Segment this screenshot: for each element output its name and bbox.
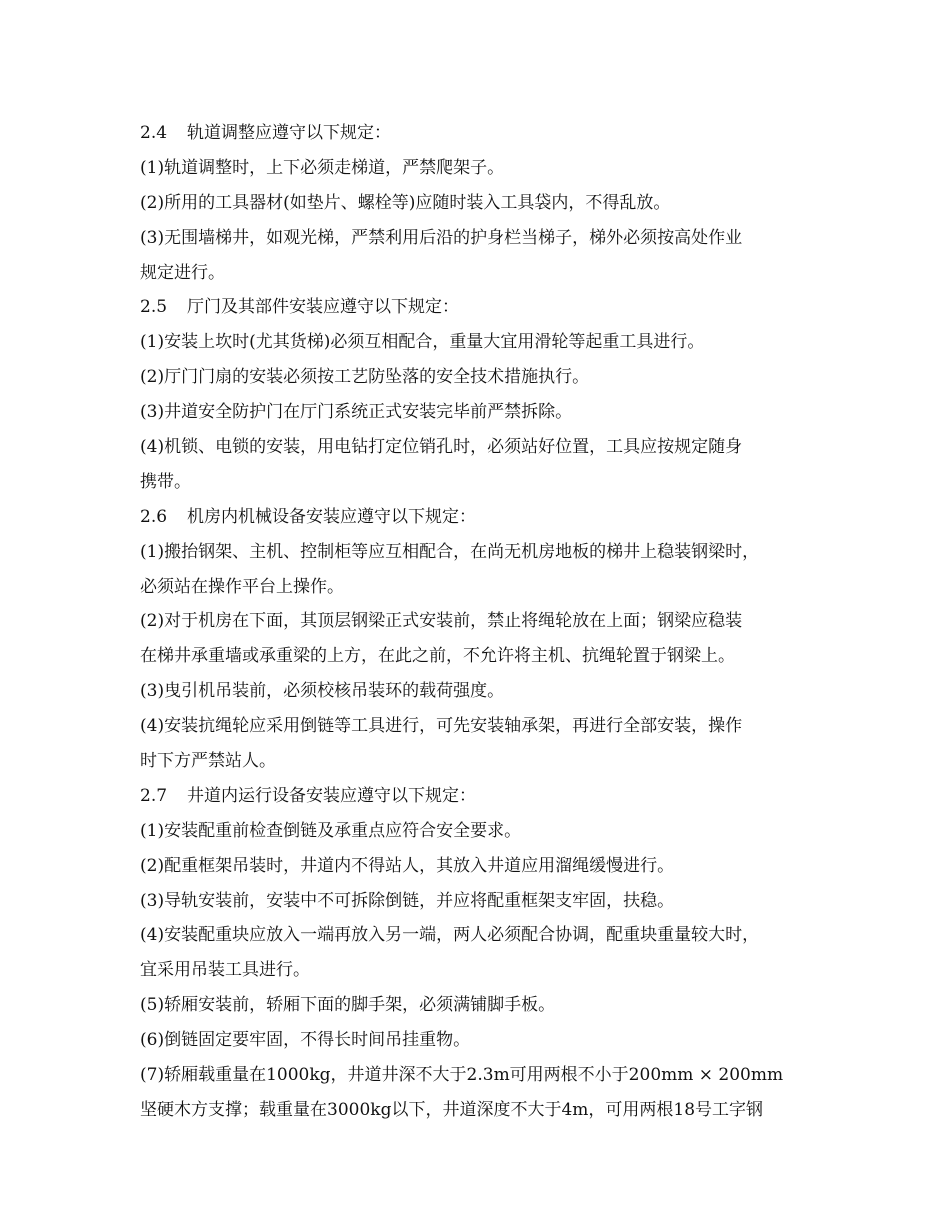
paragraph-line: 宜采用吊装工具进行。 (140, 960, 310, 981)
paragraph-line: 必须站在操作平台上操作。 (140, 576, 344, 597)
paragraph-line: 在梯井承重墙或承重梁的上方，在此之前，不允许将主机、抗绳轮置于钢梁上。 (140, 646, 735, 667)
document-body (140, 116, 830, 1128)
paragraph-line: (1)轨道调整时，上下必须走梯道，严禁爬架子。 (140, 157, 505, 178)
paragraph-line: (6)倒链固定要牢固，不得长时间吊挂重物。 (140, 1030, 471, 1051)
paragraph-line: (3)无围墙梯井，如观光梯，严禁利用后沿的护身栏当梯子，梯外必须按高处作业 (140, 227, 743, 248)
paragraph-line: (3)导轨安装前，安装中不可拆除倒链，并应将配重框架支牢固，扶稳。 (140, 890, 675, 911)
section-title: 机房内机械设备安装应遵守以下规定： (187, 506, 476, 527)
section-title: 厅门及其部件安装应遵守以下规定： (187, 297, 459, 318)
paragraph-line: 时下方严禁站人。 (140, 751, 276, 772)
paragraph-line: 坚硬木方支撑；载重量在3000kg以下，井道深度不大于4m，可用两根18号工字钢 (140, 1099, 764, 1120)
paragraph-line: 规定进行。 (140, 262, 225, 283)
section-title: 轨道调整应遵守以下规定： (187, 123, 391, 143)
paragraph-line: (1)安装上坎时(尤其货梯)必须互相配合，重量大宜用滑轮等起重工具进行。 (140, 332, 705, 353)
paragraph-line: (1)安装配重前检查倒链及承重点应符合安全要求。 (140, 820, 522, 841)
paragraph-line: (3)曳引机吊装前，必须校核吊装环的载荷强度。 (140, 681, 505, 702)
section-number: 2.4 (140, 123, 168, 143)
paragraph-line: (4)机锁、电锁的安装，用电钻打定位销孔时，必须站好位置，工具应按规定随身 (140, 437, 743, 458)
section-heading (140, 116, 830, 151)
paragraph-line: (5)轿厢安装前，轿厢下面的脚手架，必须满铺脚手板。 (140, 995, 556, 1016)
paragraph-line: (2)所用的工具器材(如垫片、螺栓等)应随时装入工具袋内，不得乱放。 (140, 192, 671, 213)
section-heading (140, 779, 830, 814)
section-heading (140, 500, 830, 535)
paragraph-line: (2)厅门门扇的安装必须按工艺防坠落的安全技术措施执行。 (140, 367, 590, 388)
paragraph-line: (3)井道安全防护门在厅门系统正式安装完毕前严禁拆除。 (140, 402, 573, 423)
paragraph-line: (1)搬抬钢架、主机、控制柜等应互相配合，在尚无机房地板的梯井上稳装钢梁时， (140, 541, 760, 562)
paragraph-line: 携带。 (140, 471, 191, 492)
paragraph-line: (4)安装抗绳轮应采用倒链等工具进行，可先安装轴承架，再进行全部安装，操作 (140, 716, 743, 737)
section-number: 2.6 (140, 506, 168, 527)
section-number: 2.5 (140, 297, 168, 318)
paragraph-line: (4)安装配重块应放入一端再放入另一端，两人必须配合协调，配重块重量较大时， (140, 925, 760, 946)
paragraph-line: (2)配重框架吊装时，井道内不得站人，其放入井道应用溜绳缓慢进行。 (140, 855, 675, 876)
paragraph-line: (2)对于机房在下面，其顶层钢梁正式安装前，禁止将绳轮放在上面；钢梁应稳装 (140, 611, 743, 632)
paragraph-line: (7)轿厢载重量在1000kg，井道井深不大于2.3m可用两根不小于200mm × 200mm (140, 1065, 784, 1086)
section-number: 2.7 (140, 785, 168, 806)
section-title: 井道内运行设备安装应遵守以下规定： (187, 785, 476, 806)
section-heading (140, 290, 830, 325)
